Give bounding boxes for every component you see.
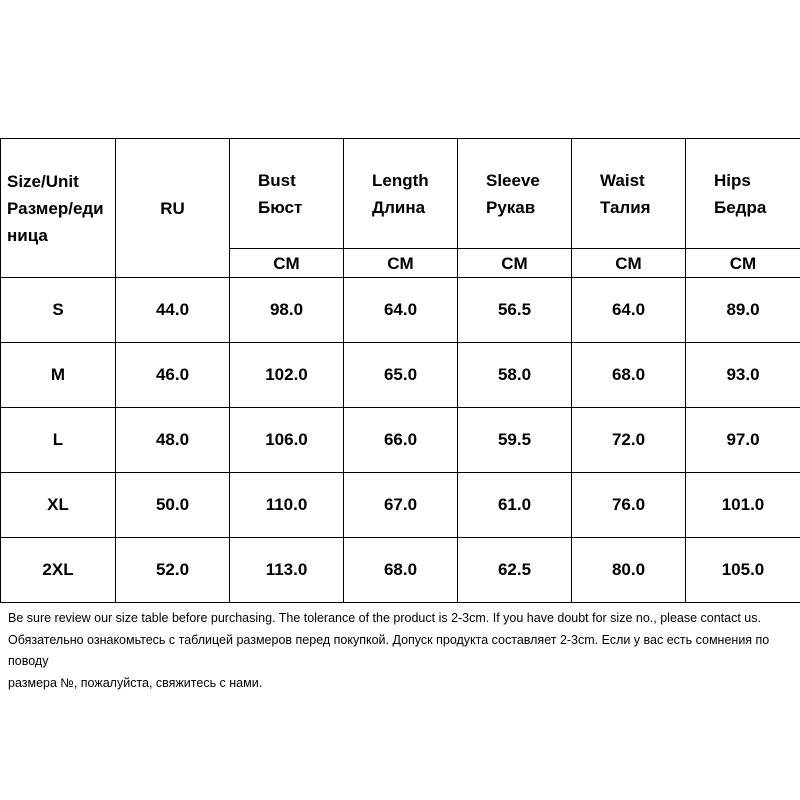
header-ru: RU [116, 139, 230, 278]
value-cell: 106.0 [230, 408, 344, 473]
size-notes [8, 608, 794, 694]
header-hips [686, 139, 800, 249]
value-cell: 68.0 [344, 538, 458, 603]
value-cell: 68.0 [572, 343, 686, 408]
value-cell: 46.0 [116, 343, 230, 408]
table-row [1, 278, 800, 343]
header-size-unit [1, 139, 116, 278]
note-english: Be sure review our size table before purchasing. The tolerance of the product is 2-3cm. If you have doubt for size no., please contact us. [8, 611, 761, 625]
value-cell: 65.0 [344, 343, 458, 408]
value-cell: 80.0 [572, 538, 686, 603]
value-cell: 113.0 [230, 538, 344, 603]
header-bust-ru: Бюст [258, 197, 303, 217]
header-size-unit-ru-2: ница [7, 225, 48, 245]
value-cell: 89.0 [686, 278, 800, 343]
header-hips-en: Hips [714, 170, 751, 190]
header-bust-en: Bust [258, 170, 296, 190]
value-cell: 58.0 [458, 343, 572, 408]
value-cell: 64.0 [572, 278, 686, 343]
value-cell: 110.0 [230, 473, 344, 538]
size-cell: XL [1, 473, 116, 538]
header-hips-ru: Бедра [714, 197, 767, 217]
value-cell: 102.0 [230, 343, 344, 408]
size-table [0, 138, 800, 603]
table-row [1, 408, 800, 473]
value-cell: 93.0 [686, 343, 800, 408]
value-cell: 98.0 [230, 278, 344, 343]
header-waist-ru: Талия [600, 197, 651, 217]
unit-cell: CM [344, 249, 458, 278]
unit-cell: CM [458, 249, 572, 278]
note-russian-line-2: размера №, пожалуйста, свяжитесь с нами. [8, 675, 263, 690]
unit-cell: CM [230, 249, 344, 278]
value-cell: 61.0 [458, 473, 572, 538]
value-cell: 105.0 [686, 538, 800, 603]
value-cell: 48.0 [116, 408, 230, 473]
table-row [1, 538, 800, 603]
value-cell: 66.0 [344, 408, 458, 473]
header-waist [572, 139, 686, 249]
header-size-unit-ru-1: Размер/еди [7, 198, 104, 218]
size-cell: L [1, 408, 116, 473]
header-size-unit-en: Size/Unit [7, 171, 79, 191]
table-row [1, 343, 800, 408]
value-cell: 101.0 [686, 473, 800, 538]
header-bust [230, 139, 344, 249]
table-row [1, 473, 800, 538]
unit-cell: CM [572, 249, 686, 278]
header-sleeve-ru: Рукав [486, 197, 536, 217]
header-waist-en: Waist [600, 170, 645, 190]
value-cell: 50.0 [116, 473, 230, 538]
value-cell: 62.5 [458, 538, 572, 603]
header-row [1, 139, 800, 249]
note-russian-line-1: Обязательно ознакомьтесь с таблицей размеров перед покупкой. Допуск продукта составляет 2-3cm. Если у вас есть сомнения по поводу [8, 632, 770, 668]
value-cell: 56.5 [458, 278, 572, 343]
value-cell: 97.0 [686, 408, 800, 473]
size-cell: M [1, 343, 116, 408]
header-sleeve-en: Sleeve [486, 170, 540, 190]
value-cell: 44.0 [116, 278, 230, 343]
value-cell: 52.0 [116, 538, 230, 603]
value-cell: 59.5 [458, 408, 572, 473]
header-length-en: Length [372, 170, 429, 190]
value-cell: 72.0 [572, 408, 686, 473]
value-cell: 64.0 [344, 278, 458, 343]
header-length [344, 139, 458, 249]
header-length-ru: Длина [372, 197, 426, 217]
value-cell: 67.0 [344, 473, 458, 538]
size-cell: S [1, 278, 116, 343]
header-sleeve [458, 139, 572, 249]
value-cell: 76.0 [572, 473, 686, 538]
unit-cell: CM [686, 249, 800, 278]
size-cell: 2XL [1, 538, 116, 603]
